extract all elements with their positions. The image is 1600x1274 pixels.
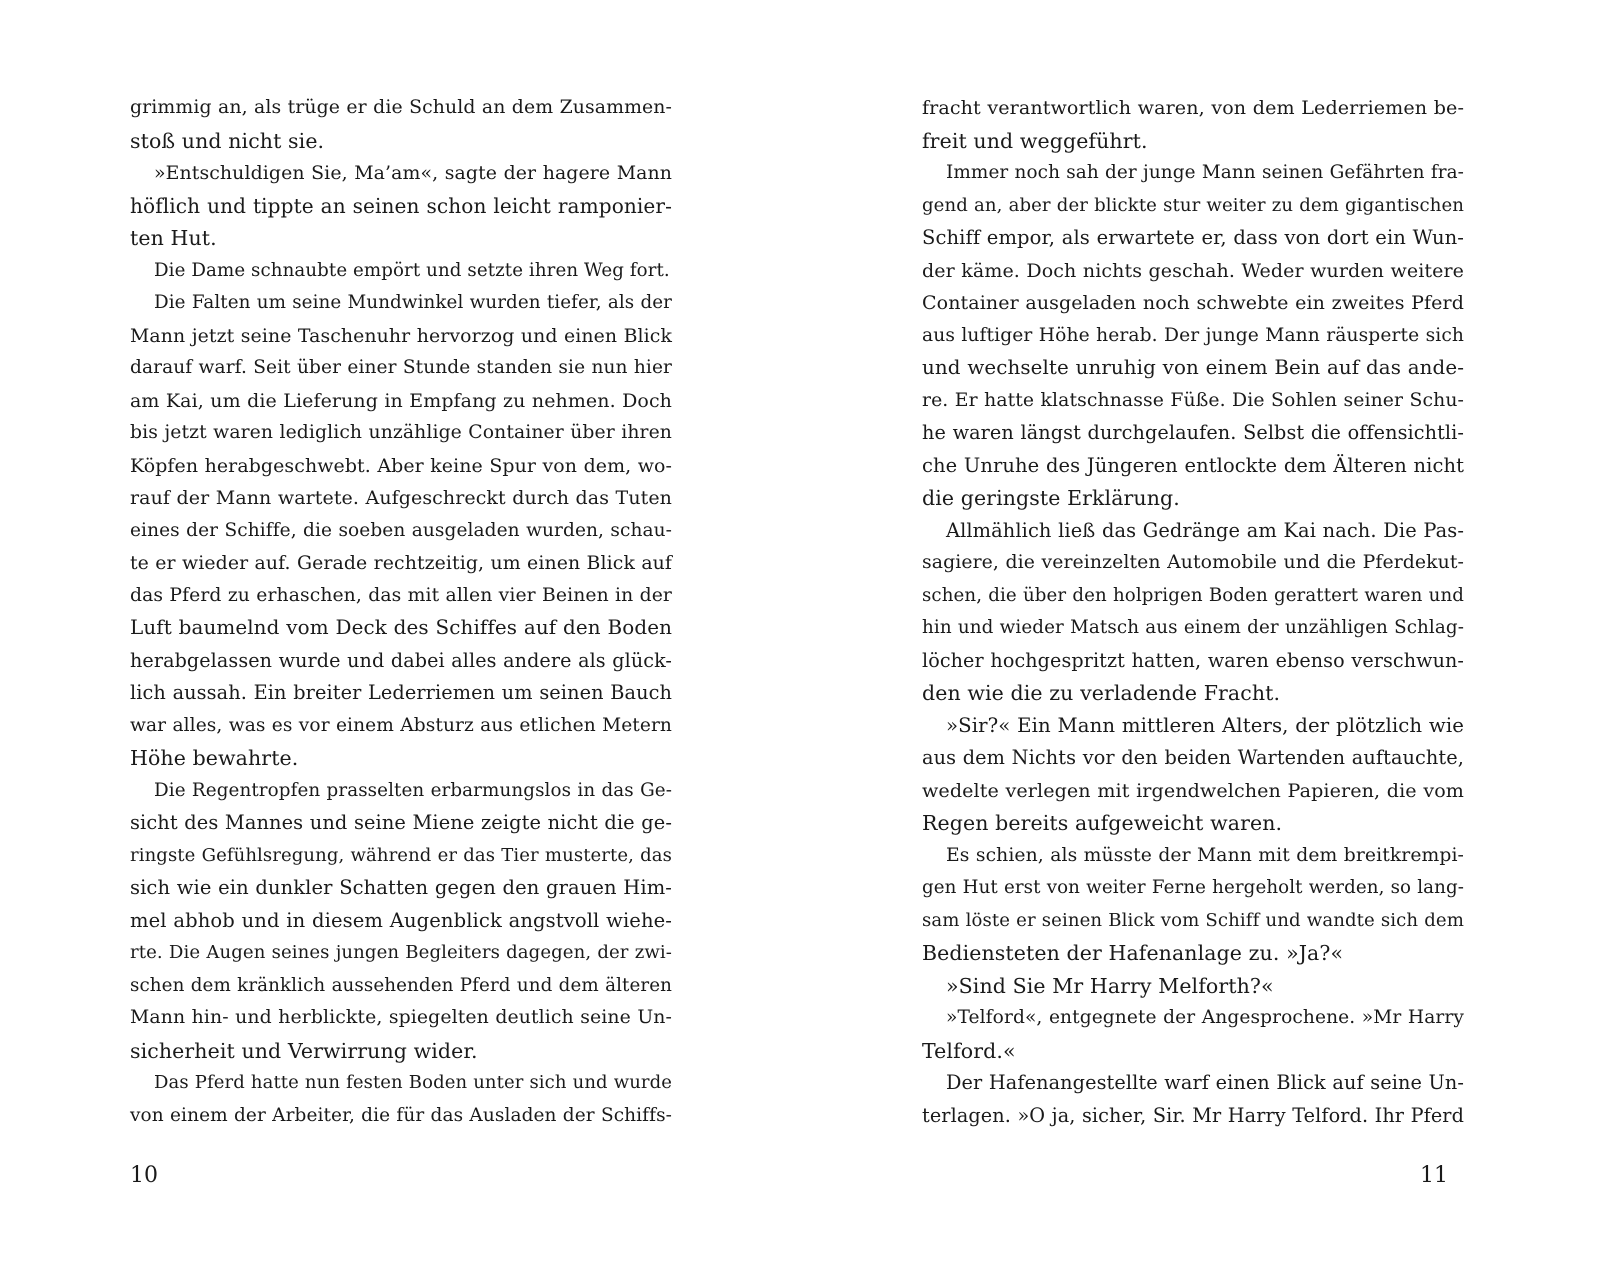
text-line: Es schien, als müsste der Mann mit dem breitkrempi- <box>946 844 1464 866</box>
text-line: schen, die über den holprigen Boden gerattert waren und <box>922 584 1464 606</box>
text-line: Immer noch sah der junge Mann seinen Gefährten fra- <box>946 162 1464 183</box>
text-line: von einem der Arbeiter, die für das Ausladen der Schiffs- <box>130 1104 672 1126</box>
text-line: sicht des Mannes und seine Miene zeigte nicht die ge- <box>130 811 672 834</box>
text-line: die geringste Erklärung. <box>922 486 1180 510</box>
text-line: wedelte verlegen mit irgendwelchen Papieren, die vom <box>922 778 1464 802</box>
text-line: bis jetzt waren lediglich unzählige Container über ihren <box>130 422 672 443</box>
text-line: re. Er hatte klatschnasse Füße. Die Sohlen seiner Schu- <box>922 389 1464 411</box>
text-line: rte. Die Augen seines jungen Begleiters dagegen, der zwi- <box>130 942 672 963</box>
text-line: stoß und nicht sie. <box>130 128 325 153</box>
text-line: Köpfen herabgeschwebt. Aber keine Spur von dem, wo- <box>130 454 672 477</box>
text-line: »Sir?« Ein Mann mittleren Alters, der plötzlich wie <box>946 713 1464 737</box>
text-line: Das Pferd hatte nun festen Boden unter sich und wurde <box>154 1072 672 1093</box>
text-line: Mann jetzt seine Taschenuhr hervorzog und einen Blick <box>130 324 672 347</box>
text-line: das Pferd zu erhaschen, das mit allen vier Beinen in der <box>130 584 672 606</box>
text-line: sam löste er seinen Blick vom Schiff und wandte sich dem <box>922 909 1464 931</box>
text-line: »Telford«, entgegnete der Angesprochene. »Mr Harry <box>946 1007 1464 1028</box>
text-line: Allmählich ließ das Gedränge am Kai nach. Die Pas- <box>946 518 1464 542</box>
text-line: Die Dame schnaubte empört und setzte ihren Weg fort. <box>154 259 670 281</box>
text-line: sich wie ein dunkler Schatten gegen den grauen Him- <box>130 876 672 899</box>
text-line: darauf warf. Seit über einer Stunde standen sie nun hier <box>130 357 672 378</box>
text-line: ten Hut. <box>130 226 217 250</box>
text-line: sicherheit und Verwirrung wider. <box>130 1038 478 1063</box>
text-line: ringste Gefühlsregung, während er das Tier musterte, das <box>130 844 672 866</box>
page-number-right: 11 <box>1420 1163 1448 1188</box>
text-line: schen dem kränklich aussehenden Pferd und dem älteren <box>130 974 672 996</box>
text-line: freit und weggeführt. <box>922 128 1148 153</box>
text-line: grimmig an, als trüge er die Schuld an dem Zusammen- <box>130 97 672 118</box>
text-line: Luft baumelnd vom Deck des Schiffes auf den Boden <box>130 616 672 639</box>
text-line: he waren längst durchgelaufen. Selbst die offensichtli- <box>922 421 1464 444</box>
text-line: höflich und tippte an seinen schon leicht ramponier- <box>130 193 672 218</box>
text-line: Der Hafenangestellte warf einen Blick auf seine Un- <box>946 1071 1464 1094</box>
text-line: gend an, aber der blickte stur weiter zu dem gigantischen <box>922 194 1464 216</box>
text-line: Die Falten um seine Mundwinkel wurden tiefer, als der <box>154 292 672 313</box>
right-page-body <box>922 92 1464 1132</box>
text-line: war alles, was es vor einem Absturz aus etlichen Metern <box>130 714 672 736</box>
left-page-body <box>130 92 672 1132</box>
text-line: am Kai, um die Lieferung in Empfang zu nehmen. Doch <box>130 389 672 412</box>
text-line: lich aussah. Ein breiter Lederriemen um seinen Bauch <box>130 681 672 704</box>
text-line: »Entschuldigen Sie, Ma’am«, sagte der hagere Mann <box>154 162 672 184</box>
text-line: Telford.« <box>922 1038 1016 1063</box>
text-line: eines der Schiffe, die soeben ausgeladen wurden, schau- <box>130 519 672 541</box>
text-line: che Unruhe des Jüngeren entlockte dem Älteren nicht <box>922 453 1464 477</box>
text-line: Container ausgeladen noch schwebte ein zweites Pferd <box>922 292 1464 314</box>
text-line: sagiere, die vereinzelten Automobile und die Pferdekut- <box>922 552 1464 573</box>
text-line: Bediensteten der Hafenanlage zu. »Ja?« <box>922 941 1344 965</box>
text-line: der käme. Doch nichts geschah. Weder wurden weitere <box>922 259 1464 282</box>
text-line: terlagen. »O ja, sicher, Sir. Mr Harry Telford. Ihr Pferd <box>922 1103 1464 1127</box>
text-line: hin und wieder Matsch aus einem der unzähligen Schlag- <box>922 617 1464 638</box>
text-line: gen Hut erst von weiter Ferne hergeholt werden, so lang- <box>922 877 1464 898</box>
text-line: Regen bereits aufgeweicht waren. <box>922 811 1283 835</box>
text-line: Mann hin- und herblickte, spiegelten deutlich seine Un- <box>130 1007 672 1028</box>
text-line: fracht verantwortlich waren, von dem Lederriemen be- <box>922 97 1464 119</box>
text-line: aus dem Nichts vor den beiden Wartenden auftauchte, <box>922 746 1464 769</box>
text-line: Schiff empor, als erwartete er, dass von dort ein Wun- <box>922 226 1464 249</box>
text-line: aus luftiger Höhe herab. Der junge Mann räusperte sich <box>922 324 1464 346</box>
text-line: Höhe bewahrte. <box>130 746 299 770</box>
text-line: löcher hochgespritzt hatten, waren ebenso verschwun- <box>922 648 1464 672</box>
text-line: mel abhob und in diesem Augenblick angstvoll wiehe- <box>130 908 672 932</box>
text-line: und wechselte unruhig von einem Bein auf das ande- <box>922 356 1464 379</box>
text-line: den wie die zu verladende Fracht. <box>922 681 1281 705</box>
text-line: Die Regentropfen prasselten erbarmungslos in das Ge- <box>154 779 672 801</box>
text-line: rauf der Mann wartete. Aufgeschreckt durch das Tuten <box>130 487 672 509</box>
text-line: te er wieder auf. Gerade rechtzeitig, um einen Blick auf <box>130 552 672 574</box>
text-line: »Sind Sie Mr Harry Melforth?« <box>946 973 1274 998</box>
text-line: herabgelassen wurde und dabei alles andere als glück- <box>130 648 672 672</box>
page-number-left: 10 <box>130 1163 158 1188</box>
